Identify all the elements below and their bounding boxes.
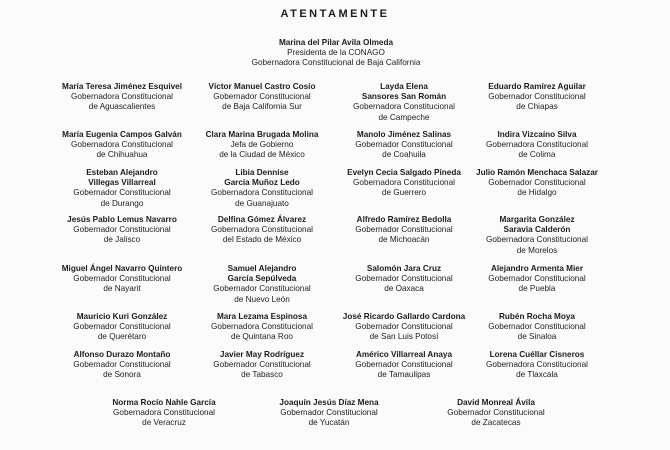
signature-block <box>353 82 455 123</box>
signatory-name: Américo Villarreal Anaya <box>355 350 453 359</box>
signatory-name: Lorena Cuéllar Cisneros <box>489 350 585 359</box>
signature-block <box>355 264 452 295</box>
signatory-name: Salomón Jara Cruz <box>366 264 442 273</box>
signatory-title: de Nayarit <box>103 284 141 294</box>
signatory-name: Evelyn Cecia Salgado Pineda <box>347 168 461 177</box>
signature-block <box>62 264 183 295</box>
signature-block <box>355 350 452 381</box>
signatory-title: Gobernadora Constitucional <box>71 140 173 150</box>
signature-block <box>447 398 544 429</box>
signatory-title: Gobernador Constitucional <box>73 360 171 370</box>
signatory-name: José Ricardo Gallardo Cardona <box>342 312 466 321</box>
signatory-name: Sansores San Román <box>361 92 447 102</box>
signatory-title: Gobernadora Constitucional <box>71 92 173 102</box>
signature-block <box>488 264 585 295</box>
signature-block <box>73 350 170 381</box>
signatory-title: de Campeche <box>378 112 430 122</box>
signatory-title: Gobernadora Constitucional <box>486 140 588 150</box>
signatory-title: de la Ciudad de México <box>219 150 305 160</box>
signatory-title: Gobernadora Constitucional <box>211 188 313 198</box>
signatory-title: Gobernador Constitucional <box>488 178 586 188</box>
signatory-name: Alfredo Ramírez Bedolla <box>356 215 452 224</box>
signatory-title: de Tamaulipas <box>377 370 431 380</box>
signatory-name: Miguel Ángel Navarro Quintero <box>61 264 183 273</box>
signatory-title: Gobernador Constitucional <box>355 274 453 284</box>
signatory-name: Alfonso Durazo Montaño <box>73 350 171 359</box>
signatory-title: de Guanajuato <box>235 198 289 208</box>
signature-block <box>486 350 588 381</box>
signatory-title: Gobernadora Constitucional <box>486 235 588 245</box>
signature-block <box>206 130 319 161</box>
signatory-title: Gobernadora Constitucional <box>353 102 455 112</box>
signature-block <box>67 215 177 246</box>
signature-block <box>211 168 313 209</box>
signatory-name: Eduardo Ramírez Aguilar <box>488 82 586 91</box>
signatory-title: de Tlaxcala <box>516 370 558 380</box>
signatory-title: de Chihuahua <box>96 150 148 160</box>
signatory-title: Gobernador Constitucional <box>73 322 171 332</box>
signature-block <box>486 215 588 256</box>
signature-block <box>62 130 182 161</box>
signature-block <box>488 82 586 113</box>
signatory-title: Gobernadora Constitucional <box>211 322 313 332</box>
signatory-title: Gobernador Constitucional <box>488 322 586 332</box>
signatory-title: Gobernadora Constitucional de Baja California <box>251 58 421 68</box>
signatory-title: de Yucatán <box>308 418 350 428</box>
signatory-title: de Oaxaca <box>384 284 424 294</box>
signatory-name: Joaquín Jesús Díaz Mena <box>279 398 379 407</box>
signatory-name: Indira Vizcaíno Silva <box>497 130 577 139</box>
signatory-title: de Sonora <box>103 370 141 380</box>
signatory-title: Gobernador Constitucional <box>488 92 586 102</box>
signatory-title: del Estado de México <box>222 235 302 245</box>
signature-block <box>213 264 310 305</box>
signatory-title: de Michoacán <box>378 235 430 245</box>
signatory-title: Gobernadora Constitucional <box>211 225 313 235</box>
signature-block <box>355 215 452 246</box>
signatory-title: Gobernador Constitucional <box>280 408 378 418</box>
signature-block <box>488 312 585 343</box>
signatory-title: Jefa de Gobierno <box>230 140 294 150</box>
signatory-title: de Hidalgo <box>517 188 557 198</box>
signatory-name: Esteban Alejandro <box>86 168 158 177</box>
signatory-name: Javier May Rodríguez <box>219 350 305 359</box>
signatory-name: Clara Marina Brugada Molina <box>205 130 319 139</box>
signatory-title: de Guerrero <box>381 188 427 198</box>
signature-block <box>343 312 465 343</box>
signatory-title: de Tabasco <box>241 370 283 380</box>
signature-block <box>486 130 588 161</box>
signatory-title: de Querétaro <box>97 332 147 342</box>
signatory-name: Julio Ramón Menchaca Salazar <box>476 168 598 177</box>
president-signature-block <box>252 38 421 69</box>
signatory-title: de Sinaloa <box>517 332 557 342</box>
signatory-name: Alejandro Armenta Mier <box>490 264 584 273</box>
signatory-name: Rubén Rocha Moya <box>499 312 575 321</box>
signatory-title: de Puebla <box>518 284 556 294</box>
signatory-title: Gobernador Constitucional <box>355 225 453 235</box>
signatory-title: Gobernador Constitucional <box>73 188 171 198</box>
signatory-name: Samuel Alejandro <box>227 264 297 273</box>
signatory-title: Gobernador Constitucional <box>73 274 171 284</box>
signatory-title: de Baja California Sur <box>222 102 302 112</box>
signatory-title: Presidenta de la CONAGO <box>287 48 385 58</box>
signatory-title: Gobernadora Constitucional <box>113 408 215 418</box>
signatory-name: David Monreal Ávila <box>457 398 535 407</box>
signatory-name: Mauricio Kuri González <box>76 312 168 321</box>
signature-block <box>112 398 215 429</box>
signatory-name: María Teresa Jiménez Esquivel <box>62 82 182 91</box>
signatory-title: Gobernador Constitucional <box>447 408 545 418</box>
signature-block <box>209 82 316 113</box>
signatory-title: de Coahuila <box>382 150 426 160</box>
signatory-name: María Eugenia Campos Galván <box>62 130 182 139</box>
signatory-title: de Aguascalientes <box>88 102 156 112</box>
signatory-name: Norma Rocío Nahle García <box>112 398 216 407</box>
signatory-title: de Nuevo León <box>234 294 290 304</box>
signatory-name: García Muñoz Ledo <box>224 178 300 188</box>
signatory-title: de San Luis Potosí <box>369 332 439 342</box>
signatory-title: Gobernador Constitucional <box>355 322 453 332</box>
signature-block <box>213 350 310 381</box>
signatory-title: de Morelos <box>516 245 558 255</box>
signatory-title: Gobernador Constitucional <box>213 284 311 294</box>
signatory-title: Gobernadora Constitucional <box>486 360 588 370</box>
signatory-title: de Jalisco <box>103 235 141 245</box>
signatory-title: de Durango <box>100 198 144 208</box>
signature-block <box>476 168 598 199</box>
signatory-name: Mara Lezama Espinosa <box>216 312 308 321</box>
signatory-name: Jesús Pablo Lemus Navarro <box>67 215 177 224</box>
signature-block <box>347 168 461 199</box>
signature-block <box>211 215 313 246</box>
signatory-title: de Veracruz <box>142 418 186 428</box>
signature-block <box>279 398 378 429</box>
signatory-title: de Quintana Roo <box>231 332 293 342</box>
signatory-title: Gobernador Constitucional <box>213 92 311 102</box>
signatory-name: Libia Dennise <box>235 168 289 177</box>
signatory-title: Gobernador Constitucional <box>355 140 453 150</box>
signatory-name: Layda Elena <box>380 82 428 91</box>
signatory-name: Delfina Gómez Álvarez <box>217 215 307 224</box>
page-heading: ATENTAMENTE <box>280 8 390 20</box>
signatory-title: de Zacatecas <box>471 418 521 428</box>
signatory-title: Gobernador Constitucional <box>213 360 311 370</box>
signatory-name: Margarita González <box>499 215 575 224</box>
signatory-title: Gobernadora Constitucional <box>353 178 455 188</box>
signatory-title: de Chiapas <box>516 102 558 112</box>
signature-block <box>73 312 170 343</box>
signatory-title: de Colima <box>518 150 556 160</box>
signatory-name: Villegas Villarreal <box>88 178 156 188</box>
signatory-title: Gobernador Constitucional <box>355 360 453 370</box>
signatory-name: García Sepúlveda <box>227 274 297 284</box>
signatory-name: Víctor Manuel Castro Cosío <box>208 82 316 91</box>
signature-block <box>211 312 313 343</box>
signatory-name: Saravia Calderón <box>503 225 571 235</box>
signatory-title: Gobernador Constitucional <box>73 225 171 235</box>
signatory-title: Gobernador Constitucional <box>488 274 586 284</box>
signature-block <box>62 82 182 113</box>
signatory-name: Marina del Pilar Avila Olmeda <box>278 38 394 47</box>
signatory-name: Manolo Jiménez Salinas <box>356 130 452 139</box>
signature-block <box>355 130 452 161</box>
signature-block <box>73 168 170 209</box>
